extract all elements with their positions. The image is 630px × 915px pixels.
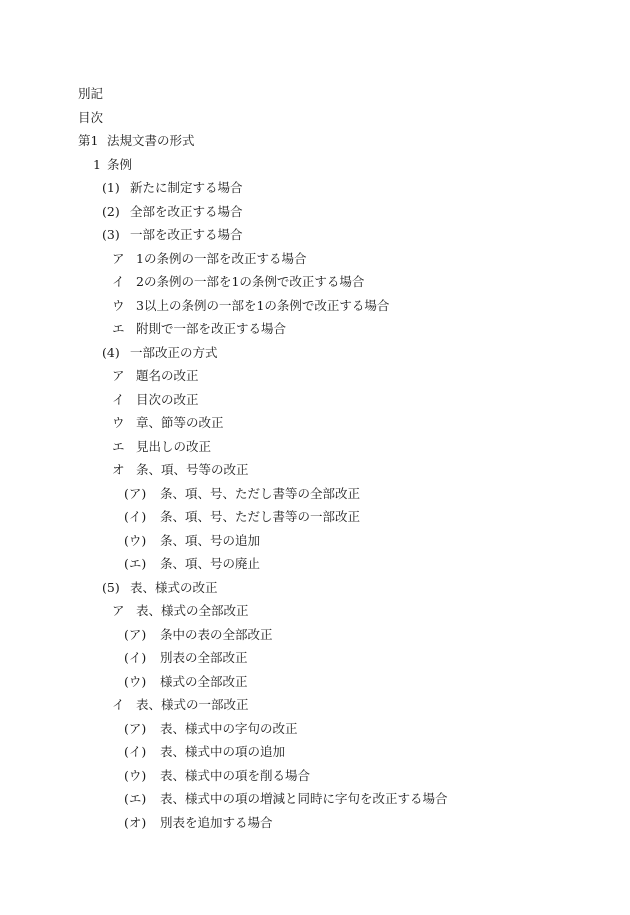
toc-item-number: (ア): [124, 485, 147, 501]
toc-item-title: 目次の改正: [136, 391, 199, 407]
toc-item-title: 一部改正の方式: [130, 344, 218, 360]
toc-item-title: 表、様式の一部改正: [136, 697, 249, 712]
toc-item-number: エ: [112, 321, 125, 336]
toc-item-title: 法規文書の形式: [107, 133, 195, 148]
toc-item-number: (エ): [124, 791, 147, 806]
toc-item-title: 表、様式中の字句の改正: [160, 720, 298, 736]
toc-item-number: 1: [93, 156, 101, 172]
toc-item-title: 条、項、号の追加: [160, 532, 261, 548]
toc-item-title: 見出しの改正: [136, 438, 212, 454]
toc-item-title: 表、様式中の項の追加: [160, 744, 286, 759]
toc-item-number: (2): [102, 203, 120, 219]
toc-item-title: 全部を改正する場合: [130, 203, 243, 219]
toc-item-number: (3): [102, 227, 120, 242]
toc-item-title: 附則で一部を改正する場合: [136, 321, 287, 336]
toc-item-number: ア: [112, 250, 125, 266]
toc-item-title: 条例: [107, 156, 133, 172]
toc-item-number: (1): [102, 180, 120, 195]
toc-item-title: 章、節等の改正: [136, 415, 224, 430]
toc-item-number: (イ): [124, 744, 147, 759]
toc-item-title: 条、項、号、ただし書等の一部改正: [160, 509, 361, 524]
toc-item-title: 1の条例の一部を改正する場合: [136, 250, 307, 266]
toc-item-number: (4): [102, 344, 120, 360]
toc-item-number: ウ: [112, 415, 125, 430]
toc-item-title: 条、項、号等の改正: [136, 462, 249, 477]
toc-item-title: 2の条例の一部を1の条例で改正する場合: [136, 274, 365, 289]
toc-item-title: 条中の表の全部改正: [160, 626, 273, 642]
toc-item-title: 新たに制定する場合: [130, 180, 243, 195]
appendix-label: 別記: [78, 86, 104, 101]
toc-item-title: 表、様式の改正: [130, 579, 218, 595]
toc-item-title: 題名の改正: [136, 368, 199, 383]
toc-item-number: (ア): [124, 720, 147, 736]
toc-item-title: 別表の全部改正: [160, 650, 248, 665]
toc-item-number: ア: [112, 368, 125, 383]
toc-item-number: (オ): [124, 814, 147, 830]
toc-item-number: 第1: [78, 133, 99, 148]
toc-item-number: ア: [112, 603, 125, 618]
toc-item-title: 様式の全部改正: [160, 673, 248, 689]
toc-item-number: (ウ): [124, 673, 147, 689]
toc-item-number: (イ): [124, 650, 147, 665]
toc-item-number: (ウ): [124, 532, 147, 548]
toc-heading: 目次: [78, 109, 104, 125]
toc-item-number: (イ): [124, 509, 147, 524]
toc-item-title: 条、項、号、ただし書等の全部改正: [160, 485, 361, 501]
toc-item-title: 表、様式中の項の増減と同時に字句を改正する場合: [160, 791, 448, 806]
toc-item-title: 条、項、号の廃止: [160, 556, 261, 571]
toc-item-number: (エ): [124, 556, 147, 571]
toc-item-number: ウ: [112, 297, 125, 313]
toc-item-title: 一部を改正する場合: [130, 227, 243, 242]
toc-item-title: 別表を追加する場合: [160, 814, 273, 830]
toc-item-number: (ア): [124, 626, 147, 642]
toc-item-number: イ: [112, 391, 125, 407]
toc-item-number: (5): [102, 579, 120, 595]
toc-item-title: 表、様式の全部改正: [136, 603, 249, 618]
toc-item-title: 表、様式中の項を削る場合: [160, 767, 311, 783]
toc-item-number: エ: [112, 438, 125, 454]
toc-item-number: (ウ): [124, 767, 147, 783]
toc-item-number: イ: [112, 697, 125, 712]
toc-item-number: オ: [112, 462, 125, 477]
toc-item-title: 3以上の条例の一部を1の条例で改正する場合: [136, 297, 390, 313]
toc-item-number: イ: [112, 274, 125, 289]
